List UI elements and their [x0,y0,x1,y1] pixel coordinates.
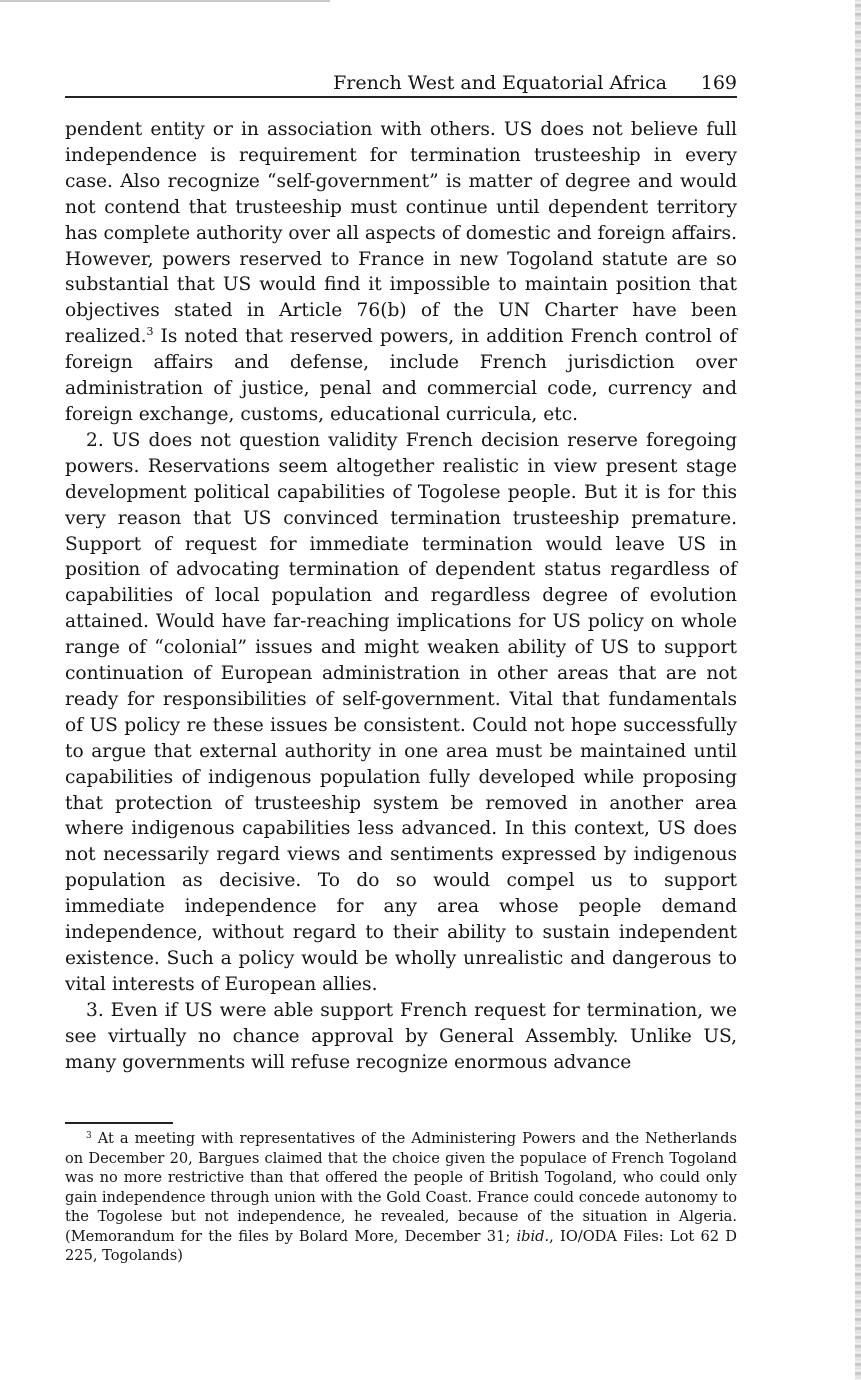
footnote-ibid: ibid. [516,1227,550,1245]
paragraph-1-text-after: Is noted that reserved powers, in addition French control of foreign affairs and defense, include French jurisdiction over administration of justice, penal and commercial code, currency and foreign exchange, customs, educational curricula, etc. [65,326,737,425]
footnote-3 [65,1129,737,1266]
footnote-text-after: , IO/ODA Files: Lot 62 D 225, Togolands) [65,1227,737,1264]
running-header-title: French West and Equatorial Africa [333,72,667,94]
paragraph-2: 2. US does not question validity French decision reserve foregoing powers. Reservations seem altogether realistic in view present stage development political capabilities of Togolese people. But it is for this very reason that US convinced termination trusteeship premature. Support of request for immediate termination would leave US in position of advocating termination of dependent status regardless of capabilities of local population and regardless degree of evolution attained. Would have far-reaching implications for US policy on whole range of “colonial” issues and might weaken ability of US to support continuation of European administration in other areas that are not ready for responsibilities of self-government. Vital that fundamentals of US policy re these issues be consistent. Could not hope successfully to argue that external authority in one area must be maintained until capabilities of indigenous population fully developed while proposing that protection of trusteeship system be removed in another area where indigenous capabilities less advanced. In this context, US does not necessarily regard views and sentiments expressed by indigenous population as decisive. To do so would compel us to support immediate independence for any area whose people demand independence, without regard to their ability to sustain independent existence. Such a policy would be wholly unrealistic and dangerous to vital interests of European allies. [65,429,737,995]
paragraph-1 [65,117,737,428]
paragraph-3: 3. Even if US were able support French request for termination, we see virtually no chance approval by General Assembly. Unlike US, many governments will refuse recognize enormous advance [65,999,737,1073]
running-header [65,70,737,98]
footnote-ref-3: 3 [146,325,154,339]
footnote-rule [65,1122,173,1124]
paragraph-1-text-before: pendent entity or in association with others. US does not believe full independence is requirement for termination trusteeship in every case. Also recognize “self-government” is matter of degree and would not contend that trusteeship must continue until dependent territory has complete authority over all aspects of domestic and foreign affairs. However, powers reserved to France in new Togoland statute are so substantial that US would find it impossible to maintain position that objectives stated in Article 76(b) of the UN Charter have been realized. [65,119,737,348]
scan-artifact-edge [855,0,861,1380]
page-number: 169 [700,72,737,94]
body-text [65,117,737,1076]
footnote-marker: 3 [86,1131,92,1141]
scan-artifact-top [0,0,330,2]
footnote-text-before: At a meeting with representatives of the Administering Powers and the Netherlands on December 20, Bargues claimed that the choice given the populace of French Togoland was no more restrictive than that offered the people of British Togoland, who could only gain independence through union with the Gold Coast. France could concede autonomy to the Togolese but not independence, he revealed, because of the situation in Algeria. (Memorandum for the files by Bolard More, December 31; [65,1130,737,1245]
